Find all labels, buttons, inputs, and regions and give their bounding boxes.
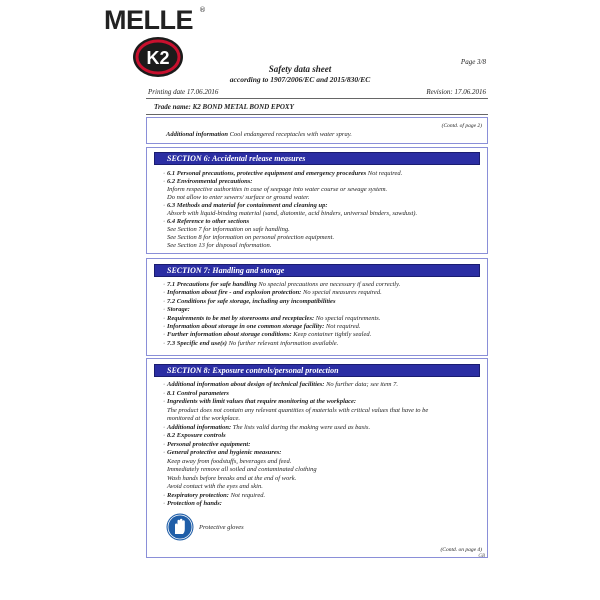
bullet-mark: ·	[163, 339, 166, 347]
section6-line: See Section 8 for information on personal protection equipment.	[167, 234, 335, 241]
bullet-mark: ·	[163, 398, 166, 405]
section8-line: monitored at the workplace.	[167, 415, 241, 422]
section7-line: Information about storage in one common storage facility: Not required.	[167, 323, 361, 330]
printing-date: Printing date 17.06.2016	[148, 88, 219, 96]
section7-header: SECTION 7: Handling and storage	[154, 264, 480, 277]
bullet-mark: ·	[163, 170, 166, 177]
trade-divider	[146, 114, 488, 115]
section8-line: Immediately remove all soiled and contaminated clothing	[167, 466, 317, 473]
section8-line: Protection of hands:	[167, 500, 222, 507]
section6-line: Do not allow to enter sewers/ surface or ground water.	[167, 194, 310, 201]
bullet-mark: ·	[163, 449, 166, 456]
section7-line: Storage:	[167, 306, 190, 314]
section8-line: Additional information about design of technical facilities: No further data; see item 7.	[167, 381, 398, 388]
bullet-mark: ·	[163, 297, 166, 305]
k2-logo-text: K2	[146, 48, 170, 68]
bullet-mark: ·	[163, 432, 166, 439]
section6-line: See Section 7 for information on safe handling.	[167, 226, 290, 233]
section6-line: Inform respective authorities in case of seepage into water course or sewage system.	[167, 186, 388, 193]
bullet-mark: ·	[163, 440, 166, 448]
section7-line: Requirements to be met by storerooms and receptacles: No special requirements.	[167, 314, 381, 322]
section7-line: 7.3 Specific end use(s) No further relevant information available.	[167, 339, 339, 347]
section6-line: Absorb with liquid-binding material (sand, diatomite, acid binders, universal binders, sawdust).	[167, 210, 418, 217]
section7-line: Further information about storage conditions: Keep container tightly sealed.	[167, 331, 372, 339]
section8-header: SECTION 8: Exposure controls/personal protection	[154, 364, 480, 377]
section6-line: 6.1 Personal precautions, protective equipment and emergency procedures Not required.	[167, 170, 403, 177]
bullet-mark: ·	[163, 289, 166, 297]
section8-line: Ingredients with limit values that require monitoring at the workplace:	[167, 398, 357, 405]
bullet-mark: ·	[163, 500, 166, 507]
bullet-mark: ·	[163, 331, 166, 339]
contd-on-page: (Contd. on page 4)	[440, 547, 482, 553]
section8-line: The product does not contain any relevant quantities of materials with critical values that have to be	[167, 406, 429, 414]
bullet-mark: ·	[163, 202, 166, 209]
header-divider	[146, 98, 488, 99]
section8-line: Wash hands before breaks and at the end of work.	[167, 474, 297, 482]
bullet-mark: ·	[163, 281, 166, 288]
section7-line: 7.1 Precautions for safe handling No special precautions are necessary if used correctly.	[167, 281, 401, 288]
section8-line: Keep away from foodstuffs, beverages and feed.	[167, 457, 292, 465]
section6-line: 6.2 Environmental precautions:	[167, 178, 253, 185]
contd-from-page: (Contd. of page 2)	[441, 123, 482, 129]
bullet-mark: ·	[163, 306, 166, 314]
section6-line: 6.3 Methods and material for containment and cleaning up:	[167, 202, 328, 209]
bullet-mark: ·	[163, 178, 166, 185]
page-number: Page 3/8	[460, 58, 486, 66]
section6-line: See Section 13 for disposal information.	[167, 242, 272, 249]
bullet-mark: ·	[163, 389, 166, 397]
section8-line: General protective and hygienic measures:	[167, 449, 282, 456]
bullet-mark: ·	[163, 491, 166, 499]
bullet-mark: ·	[163, 218, 166, 225]
melle-wordmark: MELLE	[104, 5, 193, 35]
section5-additional-info: Additional information Cool endangered receptacles with water spray.	[166, 131, 352, 138]
section8-line: Personal protective equipment:	[167, 440, 251, 448]
protective-gloves-icon	[166, 513, 194, 541]
section7-line: Information about fire - and explosion protection: No special measures required.	[167, 289, 382, 297]
bullet-mark: ·	[163, 381, 166, 388]
document-title: Safety data sheet	[268, 64, 332, 74]
bullet-mark: ·	[163, 314, 166, 322]
section8-line: Respiratory protection: Not required.	[167, 491, 266, 499]
section6-header: SECTION 6: Accidental release measures	[154, 152, 480, 165]
document-subtitle: according to 1907/2006/EC and 2015/830/EC	[229, 75, 371, 84]
section8-line: 8.2 Exposure controls	[167, 432, 226, 439]
registered-mark: ®	[199, 6, 206, 14]
bullet-mark: ·	[163, 323, 166, 330]
bullet-mark: ·	[163, 423, 166, 431]
protective-gloves-label: Protective gloves	[199, 524, 244, 531]
section8-line: 8.1 Control parameters	[167, 389, 229, 397]
country-code: GB	[478, 554, 485, 559]
section8-line: Avoid contact with the eyes and skin.	[167, 483, 263, 490]
section7-line: 7.2 Conditions for safe storage, including any incompatibilities	[167, 297, 336, 305]
section8-line: Additional information: The lists valid during the making were used as basis.	[167, 423, 371, 431]
section6-line: 6.4 Reference to other sections	[167, 218, 250, 225]
revision-date: Revision: 17.06.2016	[426, 88, 486, 96]
trade-name: Trade name: K2 BOND METAL BOND EPOXY	[154, 103, 294, 111]
